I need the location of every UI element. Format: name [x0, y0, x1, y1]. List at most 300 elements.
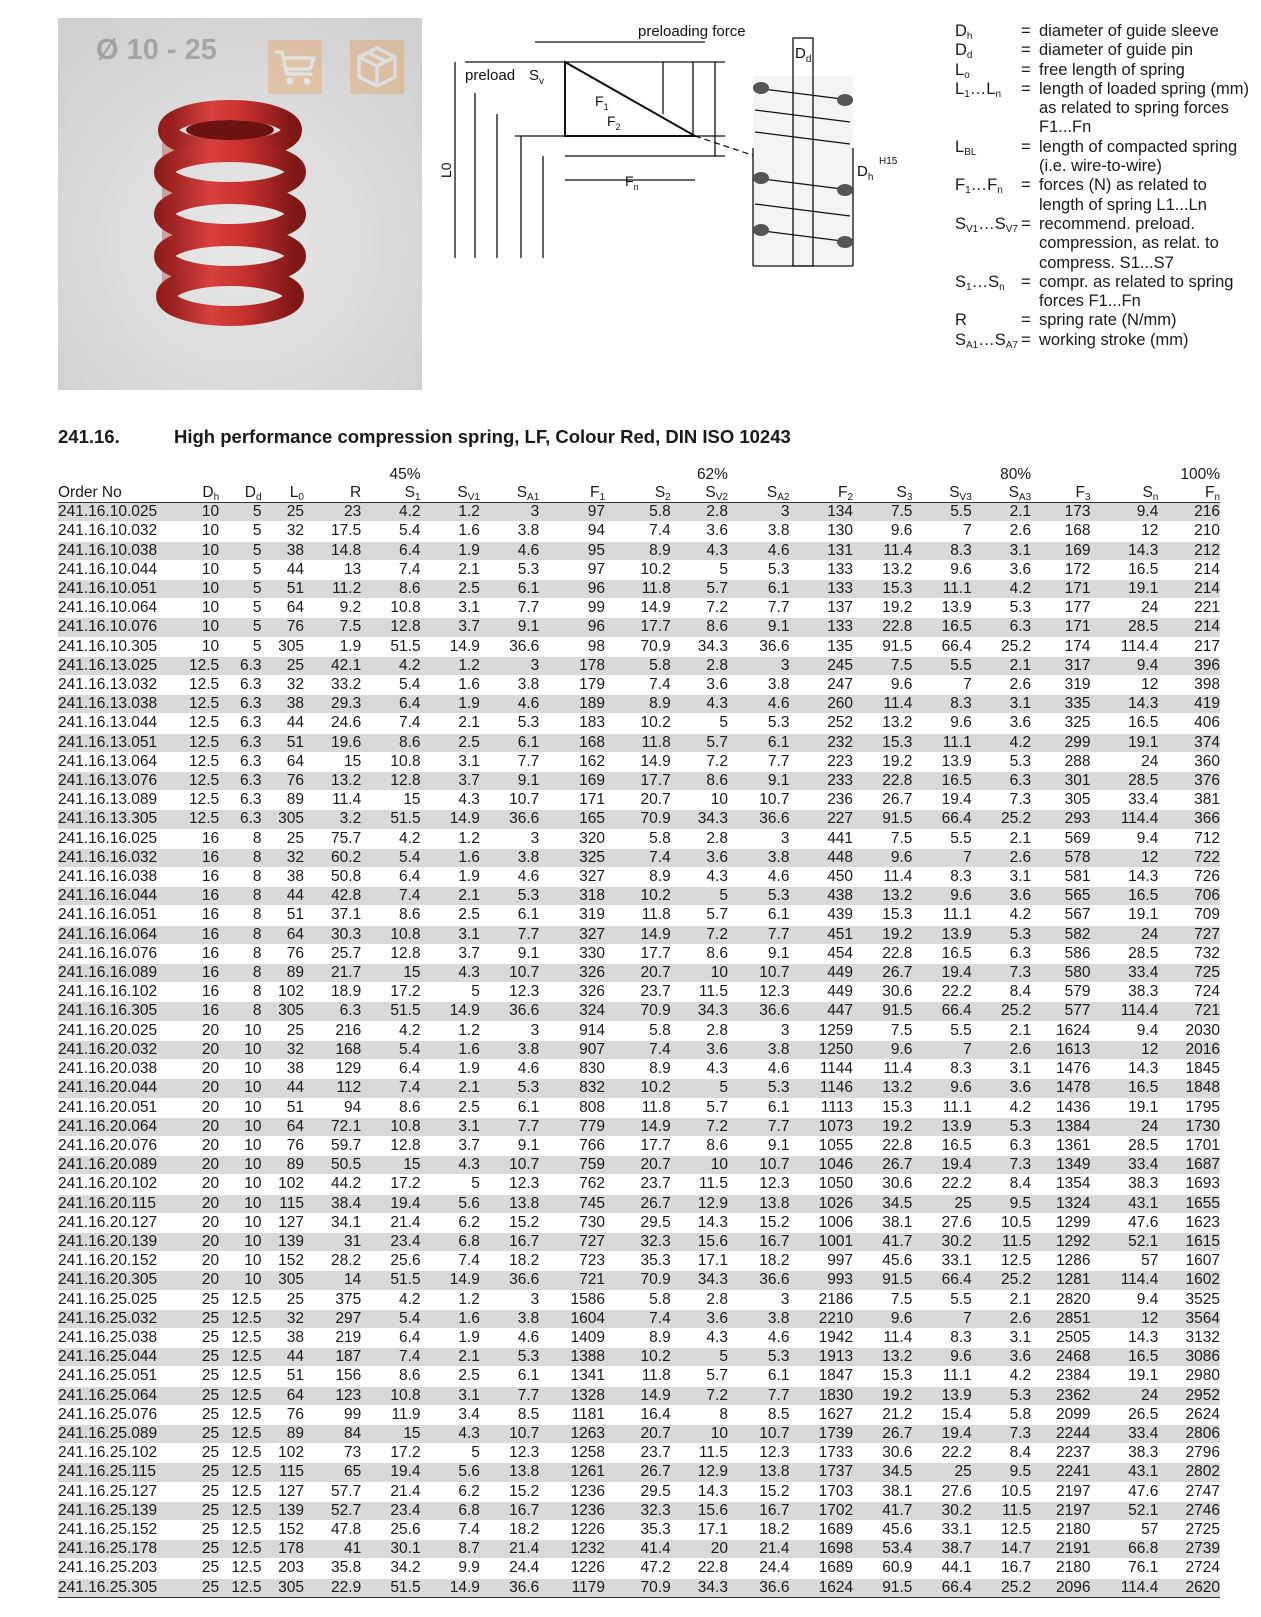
table-cell: 31: [304, 1232, 361, 1251]
order-no-cell: 241.16.20.152: [58, 1252, 183, 1271]
table-cell: 21.4: [361, 1482, 420, 1501]
table-cell: 223: [789, 752, 853, 771]
table-cell: 5.8: [605, 503, 671, 522]
table-cell: 2.6: [972, 522, 1031, 541]
legend-equals: =: [1021, 214, 1031, 233]
preloading-force-label: preloading force: [638, 23, 746, 40]
table-cell: 11.1: [912, 733, 971, 752]
table-cell: 13.9: [912, 1386, 971, 1405]
table-cell: 449: [789, 964, 853, 983]
table-cell: 43.1: [1091, 1463, 1159, 1482]
table-cell: 3.8: [728, 1040, 789, 1059]
table-cell: 4.2: [972, 733, 1031, 752]
table-cell: 12.3: [728, 983, 789, 1002]
table-cell: 1292: [1031, 1232, 1090, 1251]
table-cell: 3: [728, 1021, 789, 1040]
table-cell: 51.5: [361, 1002, 420, 1021]
table-cell: 6.3: [219, 733, 261, 752]
table-cell: 11.1: [912, 1367, 971, 1386]
table-cell: 2624: [1158, 1405, 1220, 1424]
table-cell: 12.3: [728, 1444, 789, 1463]
table-cell: 5.3: [972, 1386, 1031, 1405]
table-cell: 5.3: [972, 1117, 1031, 1136]
table-cell: 7.5: [853, 829, 912, 848]
table-cell: 320: [539, 829, 605, 848]
table-cell: 66.4: [912, 1271, 971, 1290]
table-row: [58, 1060, 1220, 1079]
table-cell: 8: [671, 1405, 728, 1424]
table-cell: 9.2: [304, 599, 361, 618]
table-cell: 4.6: [728, 868, 789, 887]
table-cell: 327: [539, 868, 605, 887]
table-cell: 8: [219, 1002, 261, 1021]
table-cell: 76.1: [1091, 1559, 1159, 1578]
table-cell: 1.2: [421, 1021, 480, 1040]
legend-definition: compr. as related to spring forces F1...Fn: [1039, 272, 1234, 311]
svg-text:Sv: $S_v$: [529, 67, 545, 87]
table-cell: 11.4: [853, 695, 912, 714]
order-no-cell: 241.16.16.044: [58, 887, 183, 906]
table-cell: 51: [262, 906, 304, 925]
table-cell: 12.5: [183, 772, 219, 791]
table-cell: 9.4: [1091, 1290, 1159, 1309]
table-cell: 70.9: [605, 1578, 671, 1597]
table-cell: 12.5: [219, 1520, 261, 1539]
table-cell: 16: [183, 925, 219, 944]
table-cell: 6.1: [480, 580, 539, 599]
table-cell: 65: [304, 1463, 361, 1482]
symbol-legend: [955, 22, 1255, 350]
table-cell: 3.6: [972, 714, 1031, 733]
table-cell: 44: [262, 887, 304, 906]
section-heading: [58, 426, 791, 448]
table-cell: 35.3: [605, 1252, 671, 1271]
table-cell: 1476: [1031, 1060, 1090, 1079]
table-cell: 288: [1031, 752, 1090, 771]
table-cell: 11.5: [972, 1232, 1031, 1251]
table-cell: 91.5: [853, 1578, 912, 1597]
table-cell: 3.6: [972, 1079, 1031, 1098]
table-cell: 9.1: [728, 1136, 789, 1155]
table-cell: 832: [539, 1079, 605, 1098]
table-cell: 10: [219, 1271, 261, 1290]
table-cell: 7.2: [671, 599, 728, 618]
table-cell: 3.6: [972, 1348, 1031, 1367]
table-cell: 26.7: [853, 964, 912, 983]
table-cell: 20: [183, 1194, 219, 1213]
table-cell: 13.9: [912, 752, 971, 771]
table-cell: 11.8: [605, 580, 671, 599]
table-cell: 5.7: [671, 733, 728, 752]
table-cell: 1328: [539, 1386, 605, 1405]
table-cell: 12.5: [972, 1520, 1031, 1539]
table-cell: 2362: [1031, 1386, 1090, 1405]
table-cell: 7.7: [480, 925, 539, 944]
table-cell: 10.7: [480, 964, 539, 983]
table-cell: 1388: [539, 1348, 605, 1367]
order-no-cell: 241.16.20.038: [58, 1060, 183, 1079]
table-cell: 5: [219, 599, 261, 618]
table-cell: 1.9: [421, 695, 480, 714]
column-header: $D_h$: [183, 484, 219, 503]
table-row: [58, 1348, 1220, 1367]
table-cell: 102: [262, 1175, 304, 1194]
preload-label: preload: [465, 67, 516, 84]
table-cell: 171: [1031, 618, 1090, 637]
table-cell: 2505: [1031, 1328, 1090, 1347]
table-cell: 20.7: [605, 1156, 671, 1175]
table-cell: 1263: [539, 1424, 605, 1443]
table-cell: 22.2: [912, 1175, 971, 1194]
table-cell: 41: [304, 1540, 361, 1559]
table-cell: 24: [1091, 599, 1159, 618]
table-cell: 10: [219, 1136, 261, 1155]
table-cell: 374: [1158, 733, 1220, 752]
table-cell: 1281: [1031, 1271, 1090, 1290]
table-cell: 438: [789, 887, 853, 906]
table-cell: 3.6: [671, 1309, 728, 1328]
table-cell: 305: [1031, 791, 1090, 810]
table-cell: 3.1: [421, 925, 480, 944]
order-no-cell: 241.16.20.076: [58, 1136, 183, 1155]
table-cell: 14.3: [1091, 1328, 1159, 1347]
table-cell: 4.6: [480, 1060, 539, 1079]
table-cell: 4.2: [361, 829, 420, 848]
order-no-cell: 241.16.25.139: [58, 1501, 183, 1520]
table-cell: 12.5: [219, 1290, 261, 1309]
table-row: [58, 503, 1220, 522]
table-cell: 10.7: [480, 1156, 539, 1175]
table-cell: 20: [183, 1156, 219, 1175]
table-cell: 51: [262, 1367, 304, 1386]
table-cell: 12.5: [183, 791, 219, 810]
table-cell: 7: [912, 1040, 971, 1059]
table-cell: 70.9: [605, 810, 671, 829]
table-cell: 6.3: [304, 1002, 361, 1021]
table-cell: 10.5: [972, 1482, 1031, 1501]
table-cell: 7.4: [605, 1040, 671, 1059]
table-cell: 12.5: [219, 1309, 261, 1328]
table-cell: 9.5: [972, 1463, 1031, 1482]
table-cell: 10: [183, 580, 219, 599]
table-cell: 1050: [789, 1175, 853, 1194]
table-cell: 25: [183, 1367, 219, 1386]
table-cell: 8: [219, 829, 261, 848]
table-cell: 10: [671, 964, 728, 983]
table-cell: 36.6: [480, 1578, 539, 1597]
table-cell: 5: [421, 1175, 480, 1194]
table-cell: 14.9: [605, 1386, 671, 1405]
table-cell: 24: [1091, 1386, 1159, 1405]
table-cell: 12.5: [219, 1328, 261, 1347]
table-cell: 1354: [1031, 1175, 1090, 1194]
table-cell: 5.3: [480, 887, 539, 906]
table-cell: 9.1: [728, 618, 789, 637]
table-cell: 301: [1031, 772, 1090, 791]
svg-text:F1: $F_1$: [595, 93, 609, 112]
table-cell: 38.3: [1091, 983, 1159, 1002]
table-cell: 993: [789, 1271, 853, 1290]
table-cell: 305: [262, 637, 304, 656]
order-no-cell: 241.16.20.102: [58, 1175, 183, 1194]
table-cell: 5.3: [972, 752, 1031, 771]
table-cell: 706: [1158, 887, 1220, 906]
table-cell: 2.6: [972, 848, 1031, 867]
table-cell: 8.6: [361, 733, 420, 752]
table-cell: 3.7: [421, 772, 480, 791]
table-cell: 134: [789, 503, 853, 522]
table-cell: 11.4: [304, 791, 361, 810]
table-cell: 6.3: [972, 1136, 1031, 1155]
table-cell: 44: [262, 560, 304, 579]
table-cell: 12.5: [219, 1405, 261, 1424]
table-cell: 4.3: [421, 964, 480, 983]
table-cell: 1689: [789, 1520, 853, 1539]
table-cell: 7.7: [480, 1117, 539, 1136]
table-cell: 36.6: [728, 637, 789, 656]
table-cell: 6.3: [972, 772, 1031, 791]
table-cell: 1259: [789, 1021, 853, 1040]
table-row: [58, 983, 1220, 1002]
table-cell: 11.4: [853, 1060, 912, 1079]
percent-header-row: [58, 466, 1220, 484]
table-cell: 8: [219, 868, 261, 887]
table-row: [58, 1002, 1220, 1021]
table-cell: 3.8: [728, 676, 789, 695]
table-cell: 6.1: [728, 580, 789, 599]
table-cell: 7.3: [972, 1156, 1031, 1175]
table-cell: 12.5: [219, 1540, 261, 1559]
table-cell: 12.3: [728, 1175, 789, 1194]
table-cell: 12.3: [480, 1175, 539, 1194]
table-cell: 20: [183, 1232, 219, 1251]
table-cell: 2244: [1031, 1424, 1090, 1443]
table-row: [58, 1367, 1220, 1386]
column-header: $S_{A1}$: [480, 484, 539, 503]
table-cell: 12: [1091, 1040, 1159, 1059]
order-no-cell: 241.16.25.102: [58, 1444, 183, 1463]
table-cell: 1.6: [421, 522, 480, 541]
table-cell: 89: [262, 1424, 304, 1443]
table-cell: 2.1: [421, 714, 480, 733]
table-cell: 5: [219, 541, 261, 560]
table-cell: 64: [262, 925, 304, 944]
table-cell: 38.1: [853, 1213, 912, 1232]
table-cell: 2796: [1158, 1444, 1220, 1463]
table-cell: 20.7: [605, 791, 671, 810]
table-cell: 1181: [539, 1405, 605, 1424]
table-cell: 2.5: [421, 1098, 480, 1117]
table-row: [58, 522, 1220, 541]
table-cell: 6.3: [219, 752, 261, 771]
table-cell: 22.8: [671, 1559, 728, 1578]
table-cell: 11.1: [912, 580, 971, 599]
table-cell: 32: [262, 848, 304, 867]
table-cell: 3.1: [421, 1117, 480, 1136]
table-cell: 398: [1158, 676, 1220, 695]
table-row: [58, 560, 1220, 579]
table-cell: 11.8: [605, 1367, 671, 1386]
table-cell: 36.6: [728, 1271, 789, 1290]
table-cell: 2210: [789, 1309, 853, 1328]
table-cell: 4.2: [361, 503, 420, 522]
order-no-cell: 241.16.25.025: [58, 1290, 183, 1309]
table-cell: 72.1: [304, 1117, 361, 1136]
table-cell: 2197: [1031, 1501, 1090, 1520]
table-cell: 13.9: [912, 925, 971, 944]
table-cell: 94: [304, 1098, 361, 1117]
table-cell: 41.4: [605, 1540, 671, 1559]
table-cell: 6.1: [480, 733, 539, 752]
table-cell: 76: [262, 1136, 304, 1155]
table-cell: 14: [304, 1271, 361, 1290]
table-cell: 4.3: [671, 868, 728, 887]
table-cell: 1624: [1031, 1021, 1090, 1040]
table-cell: 5: [671, 714, 728, 733]
table-cell: 565: [1031, 887, 1090, 906]
table-row: [58, 733, 1220, 752]
table-cell: 23: [304, 503, 361, 522]
order-no-cell: 241.16.25.089: [58, 1424, 183, 1443]
table-cell: 3.1: [972, 1060, 1031, 1079]
table-cell: 20: [183, 1252, 219, 1271]
table-cell: 84: [304, 1424, 361, 1443]
table-cell: 7.3: [972, 1424, 1031, 1443]
table-cell: 1226: [539, 1520, 605, 1539]
table-cell: 50.8: [304, 868, 361, 887]
table-cell: 114.4: [1091, 1578, 1159, 1597]
table-cell: 9.6: [853, 522, 912, 541]
table-cell: 2468: [1031, 1348, 1090, 1367]
table-cell: 89: [262, 964, 304, 983]
table-cell: 396: [1158, 656, 1220, 675]
table-cell: 12.5: [972, 1252, 1031, 1271]
table-cell: 41.7: [853, 1501, 912, 1520]
table-cell: 245: [789, 656, 853, 675]
table-cell: 2016: [1158, 1040, 1220, 1059]
table-cell: 11.5: [671, 1175, 728, 1194]
table-cell: 1693: [1158, 1175, 1220, 1194]
table-row: [58, 1079, 1220, 1098]
order-no-cell: 241.16.25.064: [58, 1386, 183, 1405]
table-cell: 42.1: [304, 656, 361, 675]
table-cell: 19.4: [912, 791, 971, 810]
table-cell: 66.4: [912, 1578, 971, 1597]
table-cell: 75.7: [304, 829, 361, 848]
table-cell: 19.2: [853, 752, 912, 771]
table-cell: 60.9: [853, 1559, 912, 1578]
table-cell: 1146: [789, 1079, 853, 1098]
table-cell: 10: [183, 618, 219, 637]
legend-row: [955, 61, 1255, 80]
table-cell: 724: [1158, 983, 1220, 1002]
legend-definition: working stroke (mm): [1039, 330, 1189, 349]
table-cell: 10: [183, 522, 219, 541]
table-cell: 2241: [1031, 1463, 1090, 1482]
table-cell: 6.3: [219, 714, 261, 733]
table-cell: 35.3: [605, 1520, 671, 1539]
table-cell: 10.5: [972, 1213, 1031, 1232]
table-row: [58, 618, 1220, 637]
table-cell: 221: [1158, 599, 1220, 618]
table-cell: 16.5: [1091, 1348, 1159, 1367]
table-cell: 171: [1031, 580, 1090, 599]
table-cell: 139: [262, 1501, 304, 1520]
table-cell: 127: [262, 1482, 304, 1501]
table-cell: 10.7: [728, 964, 789, 983]
table-cell: 165: [539, 810, 605, 829]
table-row: [58, 1021, 1220, 1040]
table-cell: 1299: [1031, 1213, 1090, 1232]
table-cell: 297: [304, 1309, 361, 1328]
order-no-cell: 241.16.13.032: [58, 676, 183, 695]
table-row: [58, 1328, 1220, 1347]
table-cell: 6.3: [219, 656, 261, 675]
table-cell: 12.3: [480, 1444, 539, 1463]
table-cell: 569: [1031, 829, 1090, 848]
table-cell: 112: [304, 1079, 361, 1098]
table-cell: 381: [1158, 791, 1220, 810]
table-cell: 1261: [539, 1463, 605, 1482]
svg-text:L0: L0: [438, 162, 454, 178]
table-cell: 766: [539, 1136, 605, 1155]
table-cell: 7.4: [361, 887, 420, 906]
table-cell: 2180: [1031, 1559, 1090, 1578]
table-cell: 2.8: [671, 656, 728, 675]
table-cell: 4.6: [480, 695, 539, 714]
table-cell: 1730: [1158, 1117, 1220, 1136]
table-cell: 4.6: [480, 1328, 539, 1347]
order-no-cell: 241.16.16.305: [58, 1002, 183, 1021]
order-no-cell: 241.16.10.076: [58, 618, 183, 637]
table-cell: 52.7: [304, 1501, 361, 1520]
table-cell: 3.6: [972, 560, 1031, 579]
table-cell: 29.3: [304, 695, 361, 714]
table-cell: 1655: [1158, 1194, 1220, 1213]
table-cell: 20: [183, 1098, 219, 1117]
column-header: $L_0$: [262, 484, 304, 503]
table-cell: 10: [219, 1232, 261, 1251]
table-cell: 1702: [789, 1501, 853, 1520]
table-cell: 14.9: [421, 637, 480, 656]
table-cell: 8: [219, 983, 261, 1002]
table-cell: 7.5: [853, 503, 912, 522]
table-cell: 582: [1031, 925, 1090, 944]
table-row: [58, 695, 1220, 714]
table-cell: 25: [183, 1290, 219, 1309]
table-cell: 26.5: [1091, 1405, 1159, 1424]
table-cell: 152: [262, 1520, 304, 1539]
table-cell: 12.5: [219, 1367, 261, 1386]
table-cell: 15.2: [728, 1482, 789, 1501]
table-cell: 10: [219, 1079, 261, 1098]
table-cell: 16.5: [912, 618, 971, 637]
table-cell: 2.6: [972, 1309, 1031, 1328]
order-no-cell: 241.16.13.089: [58, 791, 183, 810]
table-cell: 2725: [1158, 1520, 1220, 1539]
table-row: [58, 1098, 1220, 1117]
table-cell: 24.4: [480, 1559, 539, 1578]
table-cell: 30.2: [912, 1232, 971, 1251]
table-cell: 22.9: [304, 1578, 361, 1597]
table-cell: 8: [219, 906, 261, 925]
table-cell: 2197: [1031, 1482, 1090, 1501]
table-cell: 4.2: [972, 1367, 1031, 1386]
table-cell: 22.8: [853, 944, 912, 963]
table-cell: 1623: [1158, 1213, 1220, 1232]
table-cell: 25: [912, 1463, 971, 1482]
table-cell: 11.2: [304, 580, 361, 599]
